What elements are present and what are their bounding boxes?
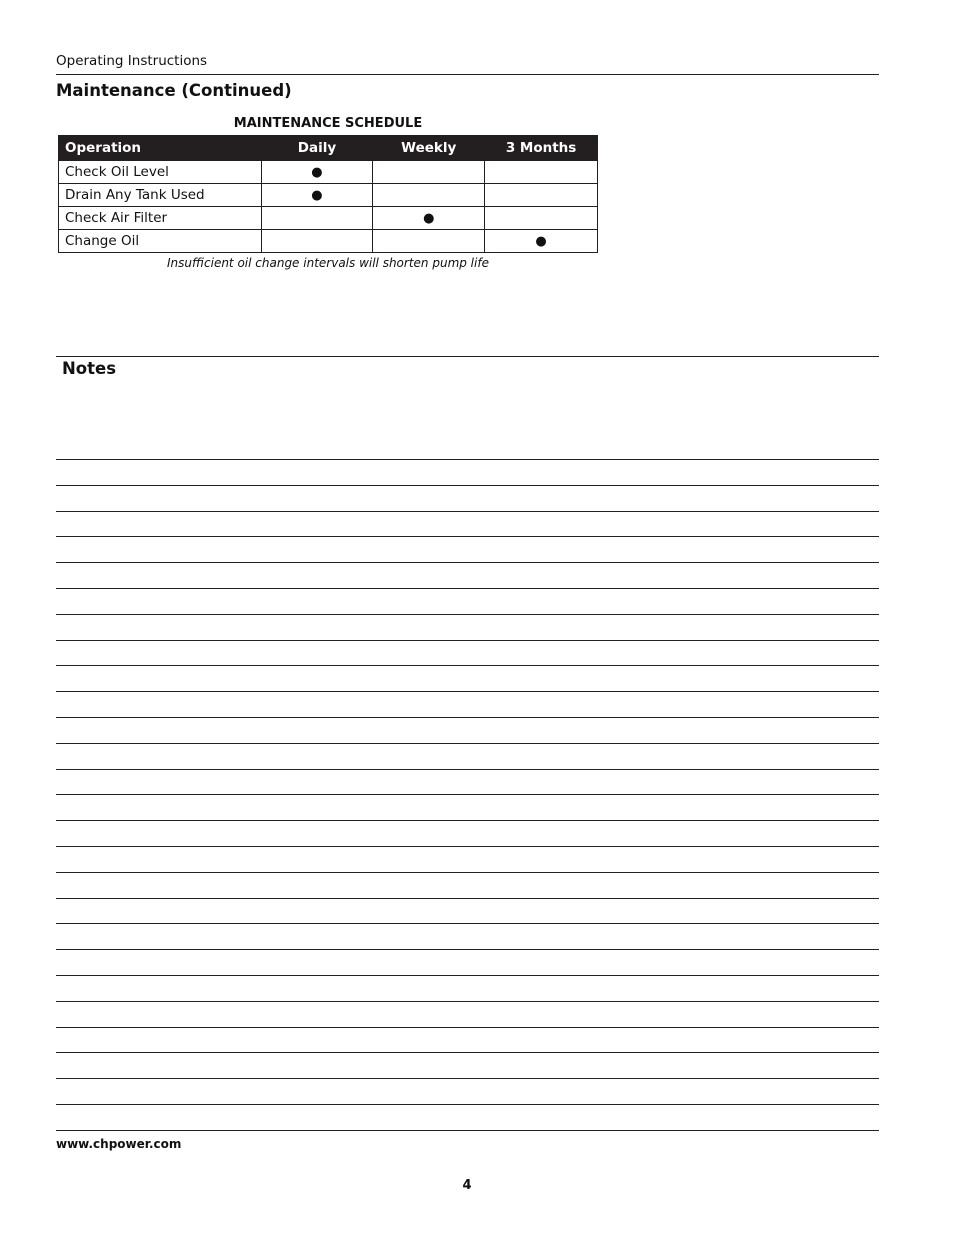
note-line: [56, 691, 879, 692]
section-title: Maintenance (Continued): [56, 81, 292, 100]
daily-mark: [261, 207, 373, 230]
note-line: [56, 975, 879, 976]
note-line: [56, 536, 879, 537]
weekly-mark: [373, 161, 485, 184]
note-line: [56, 743, 879, 744]
note-line: [56, 1052, 879, 1053]
note-line: [56, 459, 879, 460]
footer-url: www.chpower.com: [56, 1137, 182, 1151]
months3-mark: [485, 184, 598, 207]
table-row: [59, 184, 598, 207]
note-line: [56, 511, 879, 512]
note-line: [56, 820, 879, 821]
daily-mark: ●: [261, 161, 373, 184]
maintenance-schedule-table: [58, 135, 598, 253]
column-header-3-months: 3 Months: [485, 136, 598, 161]
operation-cell: Change Oil: [59, 230, 262, 253]
note-line: [56, 1078, 879, 1079]
note-line: [56, 769, 879, 770]
daily-mark: [261, 230, 373, 253]
table-header-row: [59, 136, 598, 161]
note-line: [56, 640, 879, 641]
daily-mark: ●: [261, 184, 373, 207]
table-footnote: Insufficient oil change intervals will shorten pump life: [167, 256, 489, 270]
note-line: [56, 1001, 879, 1002]
months3-mark: ●: [485, 230, 598, 253]
column-header-operation: Operation: [59, 136, 262, 161]
months3-mark: [485, 161, 598, 184]
column-header-daily: Daily: [261, 136, 373, 161]
note-line: [56, 923, 879, 924]
note-line: [56, 562, 879, 563]
notes-title: Notes: [62, 359, 117, 378]
note-line: [56, 872, 879, 873]
operation-cell: Check Air Filter: [59, 207, 262, 230]
table-row: [59, 230, 598, 253]
note-line: [56, 846, 879, 847]
note-line: [56, 949, 879, 950]
note-line: [56, 665, 879, 666]
note-line: [56, 1027, 879, 1028]
weekly-mark: [373, 184, 485, 207]
running-header: Operating Instructions: [56, 53, 208, 69]
column-header-weekly: Weekly: [373, 136, 485, 161]
weekly-mark: ●: [373, 207, 485, 230]
note-line: [56, 485, 879, 486]
note-line: [56, 588, 879, 589]
months3-mark: [485, 207, 598, 230]
note-line: [56, 794, 879, 795]
note-line: [56, 1130, 879, 1131]
note-line: [56, 717, 879, 718]
weekly-mark: [373, 230, 485, 253]
table-row: [59, 161, 598, 184]
header-divider: [56, 74, 879, 75]
table-caption: MAINTENANCE SCHEDULE: [233, 116, 423, 131]
operation-cell: Drain Any Tank Used: [59, 184, 262, 207]
operation-cell: Check Oil Level: [59, 161, 262, 184]
notes-divider: [56, 356, 879, 357]
table-row: [59, 207, 598, 230]
page-number: 4: [462, 1178, 472, 1193]
note-line: [56, 614, 879, 615]
note-line: [56, 898, 879, 899]
note-line: [56, 1104, 879, 1105]
